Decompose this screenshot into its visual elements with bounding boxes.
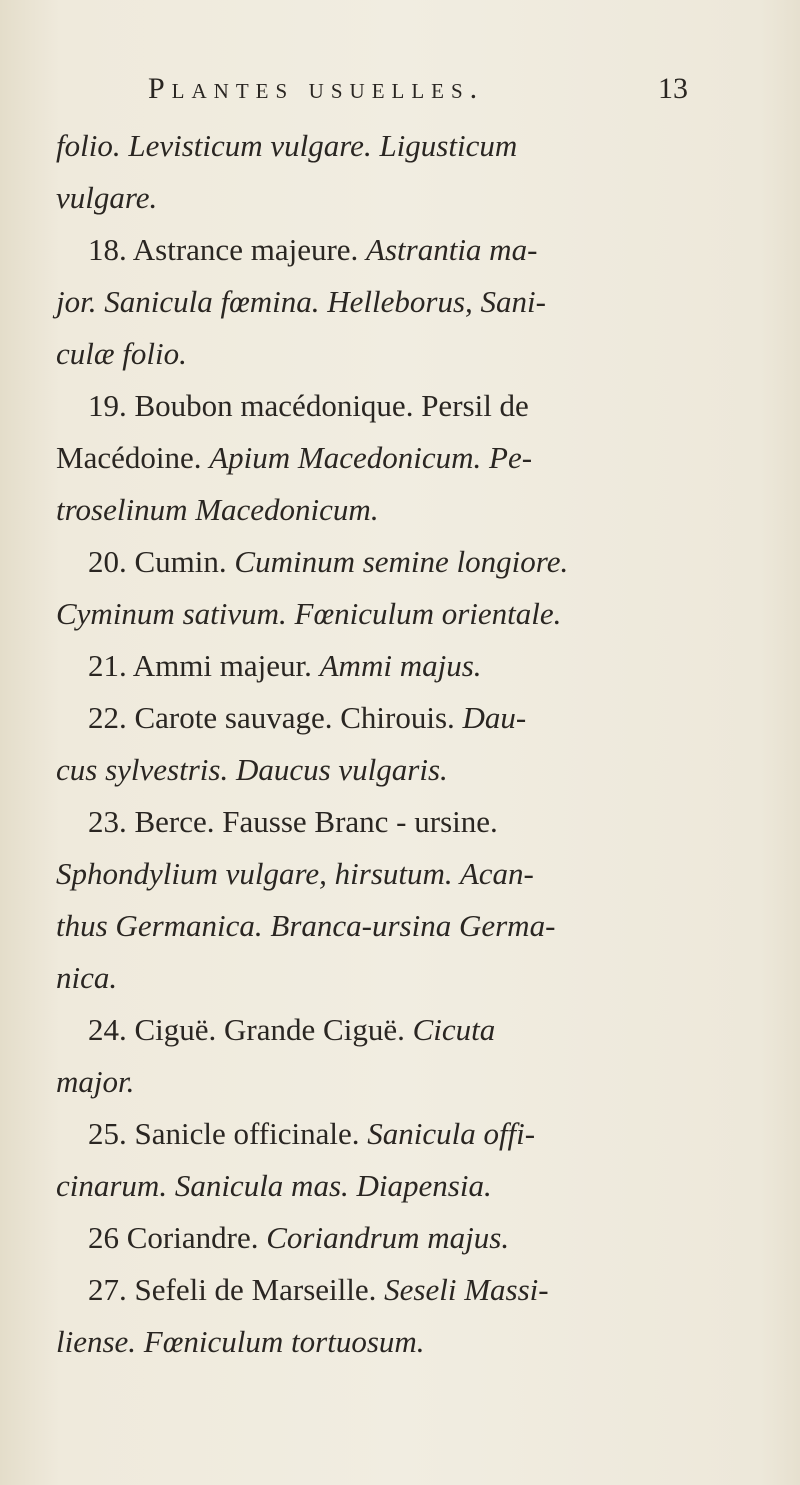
text-line: vulgare. xyxy=(56,180,158,215)
text-line: thus Germanica. Branca-ursina Germa- xyxy=(56,908,556,943)
page-number: 13 xyxy=(658,72,688,105)
text-line: 21. Ammi majeur. Ammi majus. xyxy=(88,648,482,683)
text-line: 27. Sefeli de Marseille. Seseli Massi- xyxy=(88,1272,549,1307)
text-line: jor. Sanicula fœmina. Helleborus, Sani- xyxy=(56,284,546,319)
running-head: Plantes usuelles. xyxy=(148,72,485,105)
text-line: troselinum Macedonicum. xyxy=(56,492,379,527)
text-line: cinarum. Sanicula mas. Diapensia. xyxy=(56,1168,492,1203)
text-line: nica. xyxy=(56,960,118,995)
text-line: 22. Carote sauvage. Chirouis. Dau- xyxy=(88,700,527,735)
text-line: Macédoine. Apium Macedonicum. Pe- xyxy=(56,440,533,475)
text-line: cus sylvestris. Daucus vulgaris. xyxy=(56,752,448,787)
page-header xyxy=(148,68,688,112)
text-line: 26 Coriandre. Coriandrum majus. xyxy=(88,1220,510,1255)
text-line: major. xyxy=(56,1064,135,1099)
text-line: Cyminum sativum. Fœniculum orientale. xyxy=(56,596,562,631)
text-line: 19. Boubon macédonique. Persil de xyxy=(88,388,529,423)
text-line: 25. Sanicle officinale. Sanicula offi- xyxy=(88,1116,536,1151)
text-line: 20. Cumin. Cuminum semine longiore. xyxy=(88,544,569,579)
text-line: liense. Fœniculum tortuosum. xyxy=(56,1324,425,1359)
text-line: 23. Berce. Fausse Branc - ursine. xyxy=(88,804,498,839)
text-line: 24. Ciguë. Grande Ciguë. Cicuta xyxy=(88,1012,496,1047)
text-line: 18. Astrance majeure. Astrantia ma- xyxy=(88,232,538,267)
text-line: culæ folio. xyxy=(56,336,187,371)
text-line: folio. Levisticum vulgare. Ligusticum xyxy=(56,128,518,163)
text-line: Sphondylium vulgare, hirsutum. Acan- xyxy=(56,856,534,891)
